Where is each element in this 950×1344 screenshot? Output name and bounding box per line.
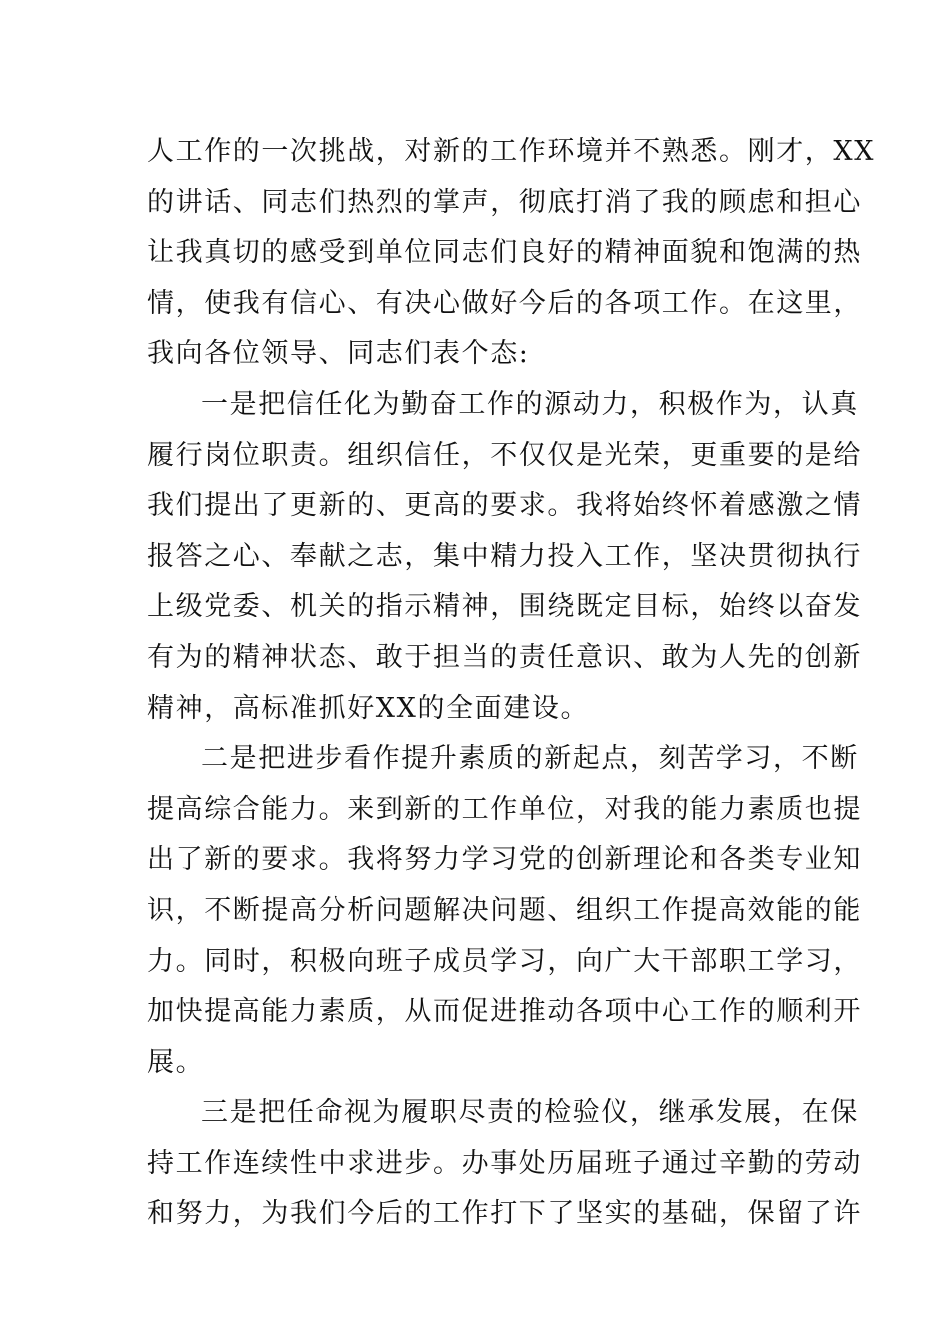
text-line: 我们提出了更新的、更高的要求。我将始终怀着感激之情 bbox=[147, 490, 862, 522]
text-line: 出了新的要求。我将努力学习党的创新理论和各类专业知 bbox=[147, 844, 862, 876]
text-line: 有为的精神状态、敢于担当的责任意识、敢为人先的创新 bbox=[147, 641, 862, 673]
text-line: 持工作连续性中求进步。办事处历届班子通过辛勤的劳动 bbox=[147, 1147, 862, 1179]
text-line: 报答之心、奉献之志，集中精力投入工作，坚决贯彻执行 bbox=[147, 540, 862, 572]
text-line: 和努力，为我们今后的工作打下了坚实的基础，保留了许 bbox=[147, 1198, 862, 1230]
body-text bbox=[147, 127, 876, 1240]
text-line: 情，使我有信心、有决心做好今后的各项工作。在这里， bbox=[147, 287, 862, 319]
text-line: 我向各位领导、同志们表个态: bbox=[147, 338, 530, 370]
text-line: 加快提高能力素质，从而促进推动各项中心工作的顺利开 bbox=[147, 996, 862, 1028]
text-line: 提高综合能力。来到新的工作单位，对我的能力素质也提 bbox=[147, 793, 862, 825]
paragraph-first-line: 一是把信任化为勤奋工作的源动力，积极作为，认真 bbox=[201, 388, 859, 420]
text-line: 精神，高标准抓好XX的全面建设。 bbox=[147, 692, 590, 724]
text-line: 展。 bbox=[147, 1046, 205, 1078]
text-line: 识，不断提高分析问题解决问题、组织工作提高效能的能 bbox=[147, 894, 862, 926]
text-line: 履行岗位职责。组织信任，不仅仅是光荣，更重要的是给 bbox=[147, 439, 862, 471]
paragraph-first-line: 二是把进步看作提升素质的新起点，刻苦学习，不断 bbox=[201, 743, 859, 775]
text-line: 力。同时，积极向班子成员学习，向广大干部职工学习， bbox=[147, 945, 862, 977]
text-line: 让我真切的感受到单位同志们良好的精神面貌和饱满的热 bbox=[147, 237, 862, 269]
text-line: 的讲话、同志们热烈的掌声，彻底打消了我的顾虑和担心 bbox=[147, 186, 862, 218]
text-line: 上级党委、机关的指示精神，围绕既定目标，始终以奋发 bbox=[147, 591, 862, 623]
paragraph-first-line: 三是把任命视为履职尽责的检验仪，继承发展，在保 bbox=[201, 1097, 859, 1129]
text-line: 人工作的一次挑战，对新的工作环境并不熟悉。刚才，XX bbox=[147, 136, 876, 167]
